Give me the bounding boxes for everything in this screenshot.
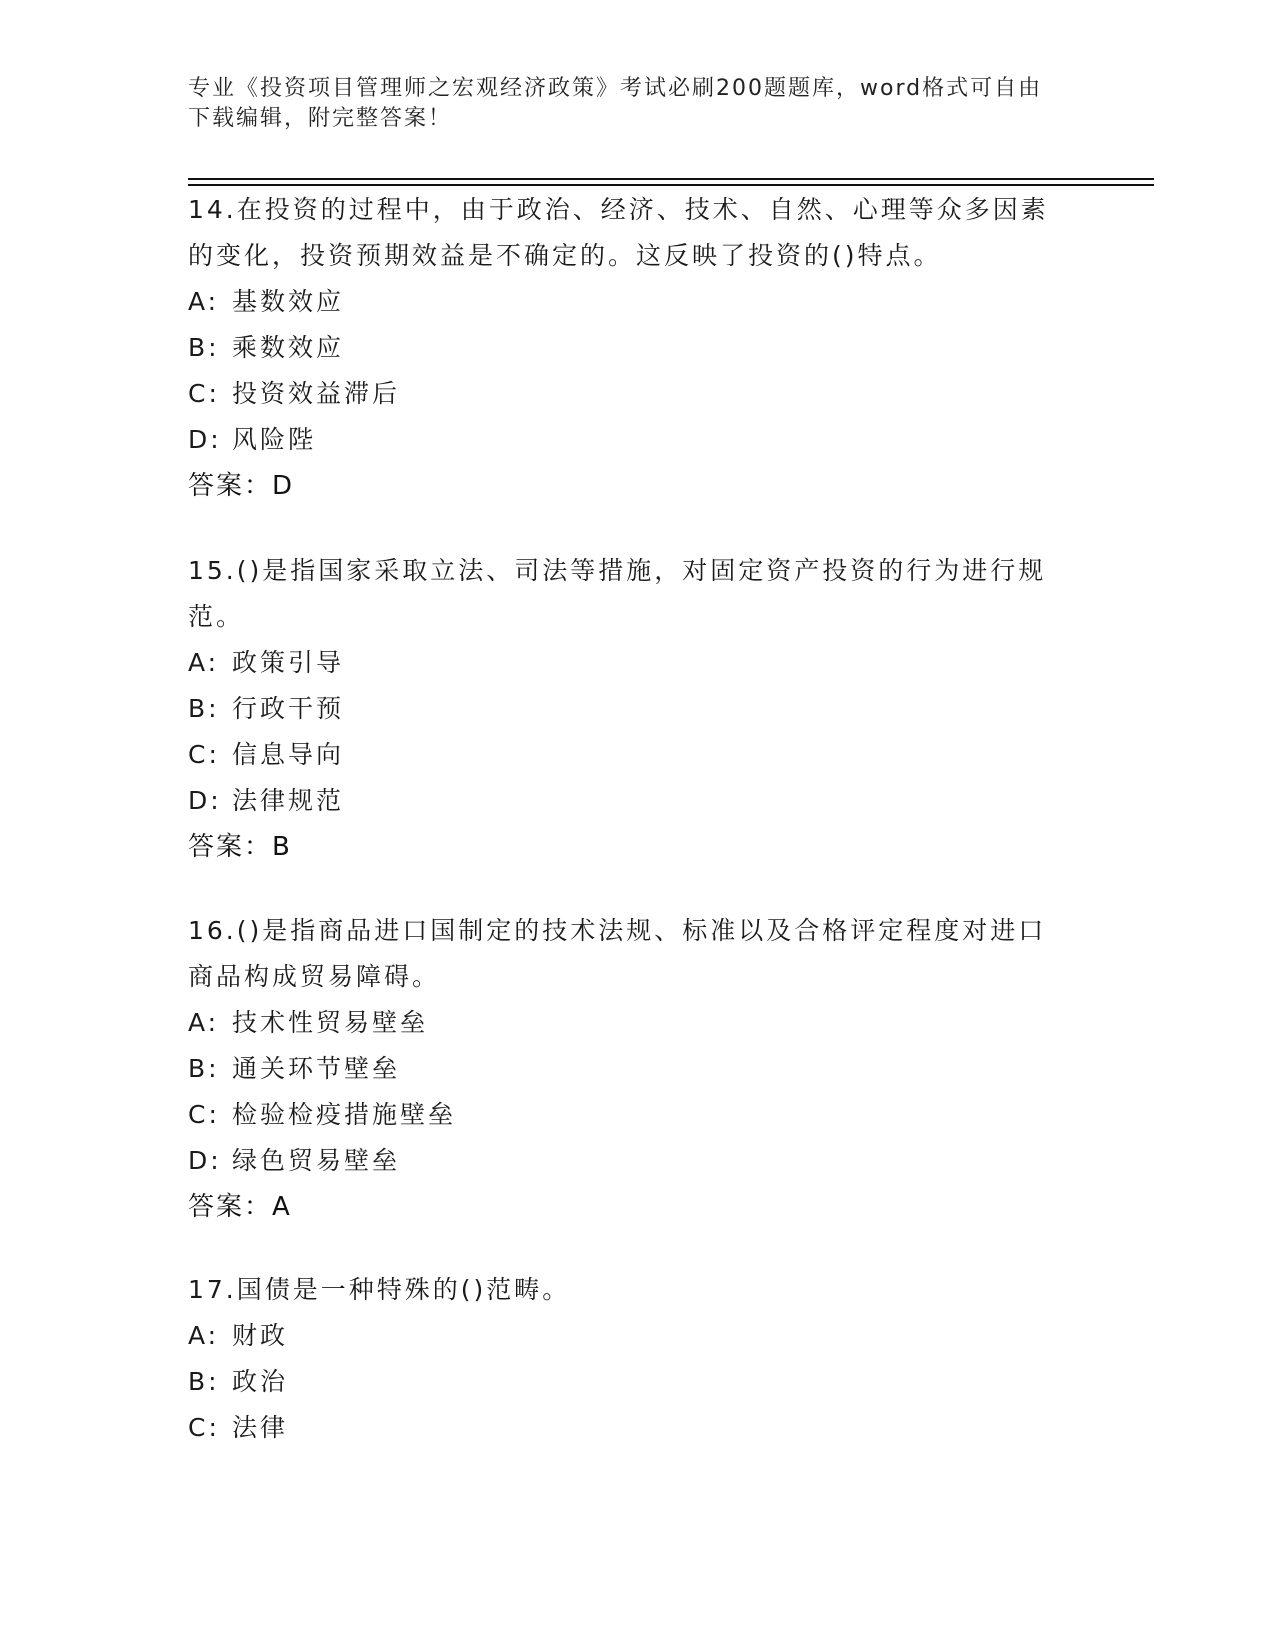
option-text: 通关环节壁垒 (232, 1054, 401, 1083)
question-14 (188, 187, 1088, 509)
option-key: C: (188, 1100, 220, 1129)
header-divider-top (188, 178, 1154, 180)
option-key: C: (188, 740, 220, 769)
option-key: B: (188, 694, 220, 723)
option-d (188, 417, 1088, 463)
stem-line: 15.()是指国家采取立法、司法等措施，对固定资产投资的行为进行规 (188, 556, 1047, 585)
header-divider-bottom (188, 184, 1154, 186)
option-key: B: (188, 1054, 220, 1083)
option-b (188, 1046, 1088, 1092)
option-text: 检验检疫措施壁垒 (232, 1100, 457, 1129)
option-a (188, 1000, 1088, 1046)
answer-line: 答案：B (188, 832, 292, 862)
option-b (188, 325, 1088, 371)
option-a (188, 279, 1088, 325)
option-text: 财政 (232, 1321, 289, 1350)
option-key: D: (188, 425, 222, 454)
option-text: 法律规范 (232, 786, 345, 815)
option-text: 法律 (232, 1413, 289, 1442)
option-key: A: (188, 648, 220, 677)
question-stem (188, 548, 1088, 640)
option-key: A: (188, 287, 220, 316)
question-stem (188, 908, 1088, 1000)
option-key: C: (188, 379, 220, 408)
stem-line: 商品构成贸易障碍。 (188, 962, 441, 991)
option-text: 基数效应 (232, 287, 345, 316)
option-key: A: (188, 1008, 220, 1037)
answer-line: 答案：A (188, 1192, 292, 1222)
option-b (188, 1359, 1088, 1405)
question-17 (188, 1267, 1088, 1451)
option-c (188, 732, 1088, 778)
option-c (188, 371, 1088, 417)
answer-line: 答案：D (188, 471, 295, 501)
stem-line: 的变化，投资预期效益是不确定的。这反映了投资的()特点。 (188, 241, 942, 270)
option-key: B: (188, 333, 220, 362)
stem-line: 16.()是指商品进口国制定的技术法规、标准以及合格评定程度对进口 (188, 916, 1047, 945)
option-text: 投资效益滞后 (232, 379, 401, 408)
header-line-2: 下载编辑，附完整答案！ (188, 106, 453, 131)
option-key: C: (188, 1413, 220, 1442)
option-text: 政治 (232, 1367, 289, 1396)
option-key: D: (188, 786, 222, 815)
option-d (188, 778, 1088, 824)
option-a (188, 640, 1088, 686)
option-key: D: (188, 1146, 222, 1175)
question-15 (188, 548, 1088, 870)
option-a (188, 1313, 1088, 1359)
option-text: 行政干预 (232, 694, 345, 723)
option-text: 乘数效应 (232, 333, 345, 362)
header-line-1: 专业《投资项目管理师之宏观经济政策》考试必刷200题题库，word格式可自由 (188, 76, 1043, 101)
stem-line: 14.在投资的过程中，由于政治、经济、技术、自然、心理等众多因素 (188, 195, 1049, 224)
option-text: 风险陛 (232, 425, 317, 454)
question-16 (188, 908, 1088, 1230)
stem-line: 17.国债是一种特殊的()范畴。 (188, 1275, 571, 1304)
option-text: 信息导向 (232, 740, 345, 769)
option-d (188, 1138, 1088, 1184)
option-key: A: (188, 1321, 220, 1350)
option-b (188, 686, 1088, 732)
question-stem (188, 1267, 1088, 1313)
option-c (188, 1405, 1088, 1451)
stem-line: 范。 (188, 602, 245, 631)
option-text: 政策引导 (232, 648, 345, 677)
option-text: 绿色贸易壁垒 (232, 1146, 401, 1175)
option-text: 技术性贸易壁垒 (232, 1008, 429, 1037)
option-key: B: (188, 1367, 220, 1396)
option-c (188, 1092, 1088, 1138)
question-stem (188, 187, 1088, 279)
document-header (188, 74, 1088, 134)
